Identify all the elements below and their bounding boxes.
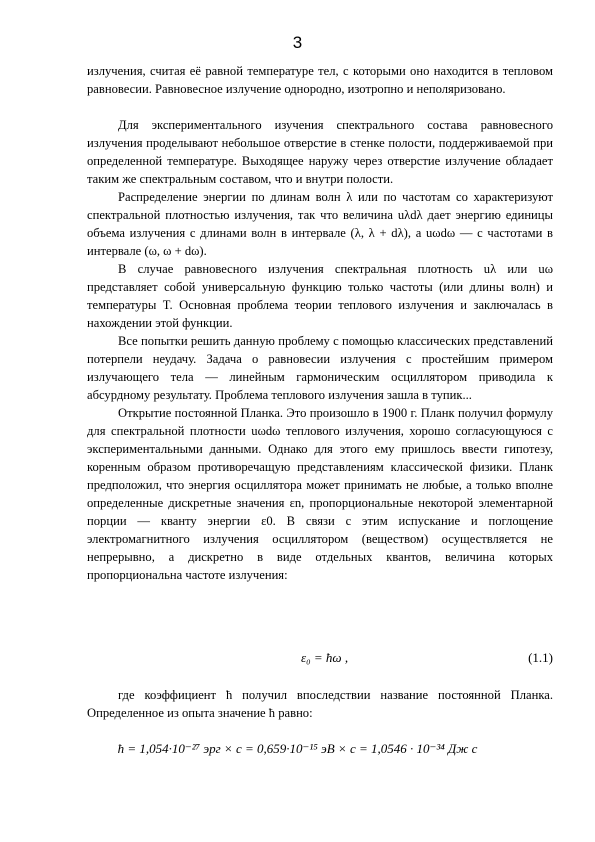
planck-constant-value: ħ = 1,054·10⁻²⁷ эрг × с = 0,659·10⁻¹⁵ эВ × с = 1,0546 · 10⁻³⁴ Дж с (117, 741, 478, 756)
paragraph-intro-continuation: излучения, считая её равной температуре тел, с которыми оно находится в тепловом равновесии. Равновесное излучение однородно, изотропно и неполяризовано. (87, 64, 553, 96)
page-number: 3 (292, 33, 303, 52)
body-text (87, 62, 553, 584)
equation-number: (1.1) (528, 650, 553, 665)
equation-formula: ε₀ = ħω , (301, 650, 349, 665)
paragraph-experimental-study: Для экспериментального изучения спектрального состава равновесного излучения проделывают небольшое отверстие в стенке полости, поддерживаемой при определенной температуре. Выходящее наружу через отверстие излучение обладает таким же спектральным составом, что и внутри полости. (87, 118, 553, 186)
paragraph-planck-constant-text: где коэффициент ħ получил впоследствии название постоянной Планка. Определенное из опыта значение ħ равно: (87, 688, 553, 720)
paragraph-planck-discovery: Открытие постоянной Планка. Это произошло в 1900 г. Планк получил формулу для спектральной плотности uωdω теплового излучения, хорошо согласующуюся с экспериментальными данными. Однако для этого ему пришлось ввести гипотезу, коренным образом противоречащую представлениям классической физики. Планк предположил, что энергия осциллятора может принимать не любые, а только вполне определенные дискретные значения εn, пропорциональные некоторой элементарной порции — кванту энергии ε0. В связи с этим испускание и поглощение электромагнитного излучения осциллятором (веществом) осуществляется не непрерывно, а дискретно в виде отдельных квантов, величина которых пропорциональна частоте излучения: (87, 406, 553, 582)
paragraph-planck-constant (87, 686, 553, 722)
paragraph-equilibrium-radiation: В случае равновесного излучения спектральная плотность uλ или uω представляет собой универсальную функцию только частоты (или длины волн) и температуры T. Основная проблема теории теплового излучения и заключалась в нахождении этой функции. (87, 262, 553, 330)
paragraph-energy-distribution: Распределение энергии по длинам волн λ или по частотам со характеризуют спектральной плотностью излучения, так что величина uλdλ дает энергию единицы объема излучения с длинами волн в интервале (λ, λ + dλ), а uωdω — с частотами в интервале (ω, ω + dω). (87, 190, 553, 258)
paragraph-classical-attempts: Все попытки решить данную проблему с помощью классических представлений потерпели неудачу. Задача о равновесии излучения с простейшим примером излучающего тела — линейным гармоническим осциллятором приводила к абсурдному результату. Проблема теплового излучения зашла в тупик... (87, 334, 553, 402)
